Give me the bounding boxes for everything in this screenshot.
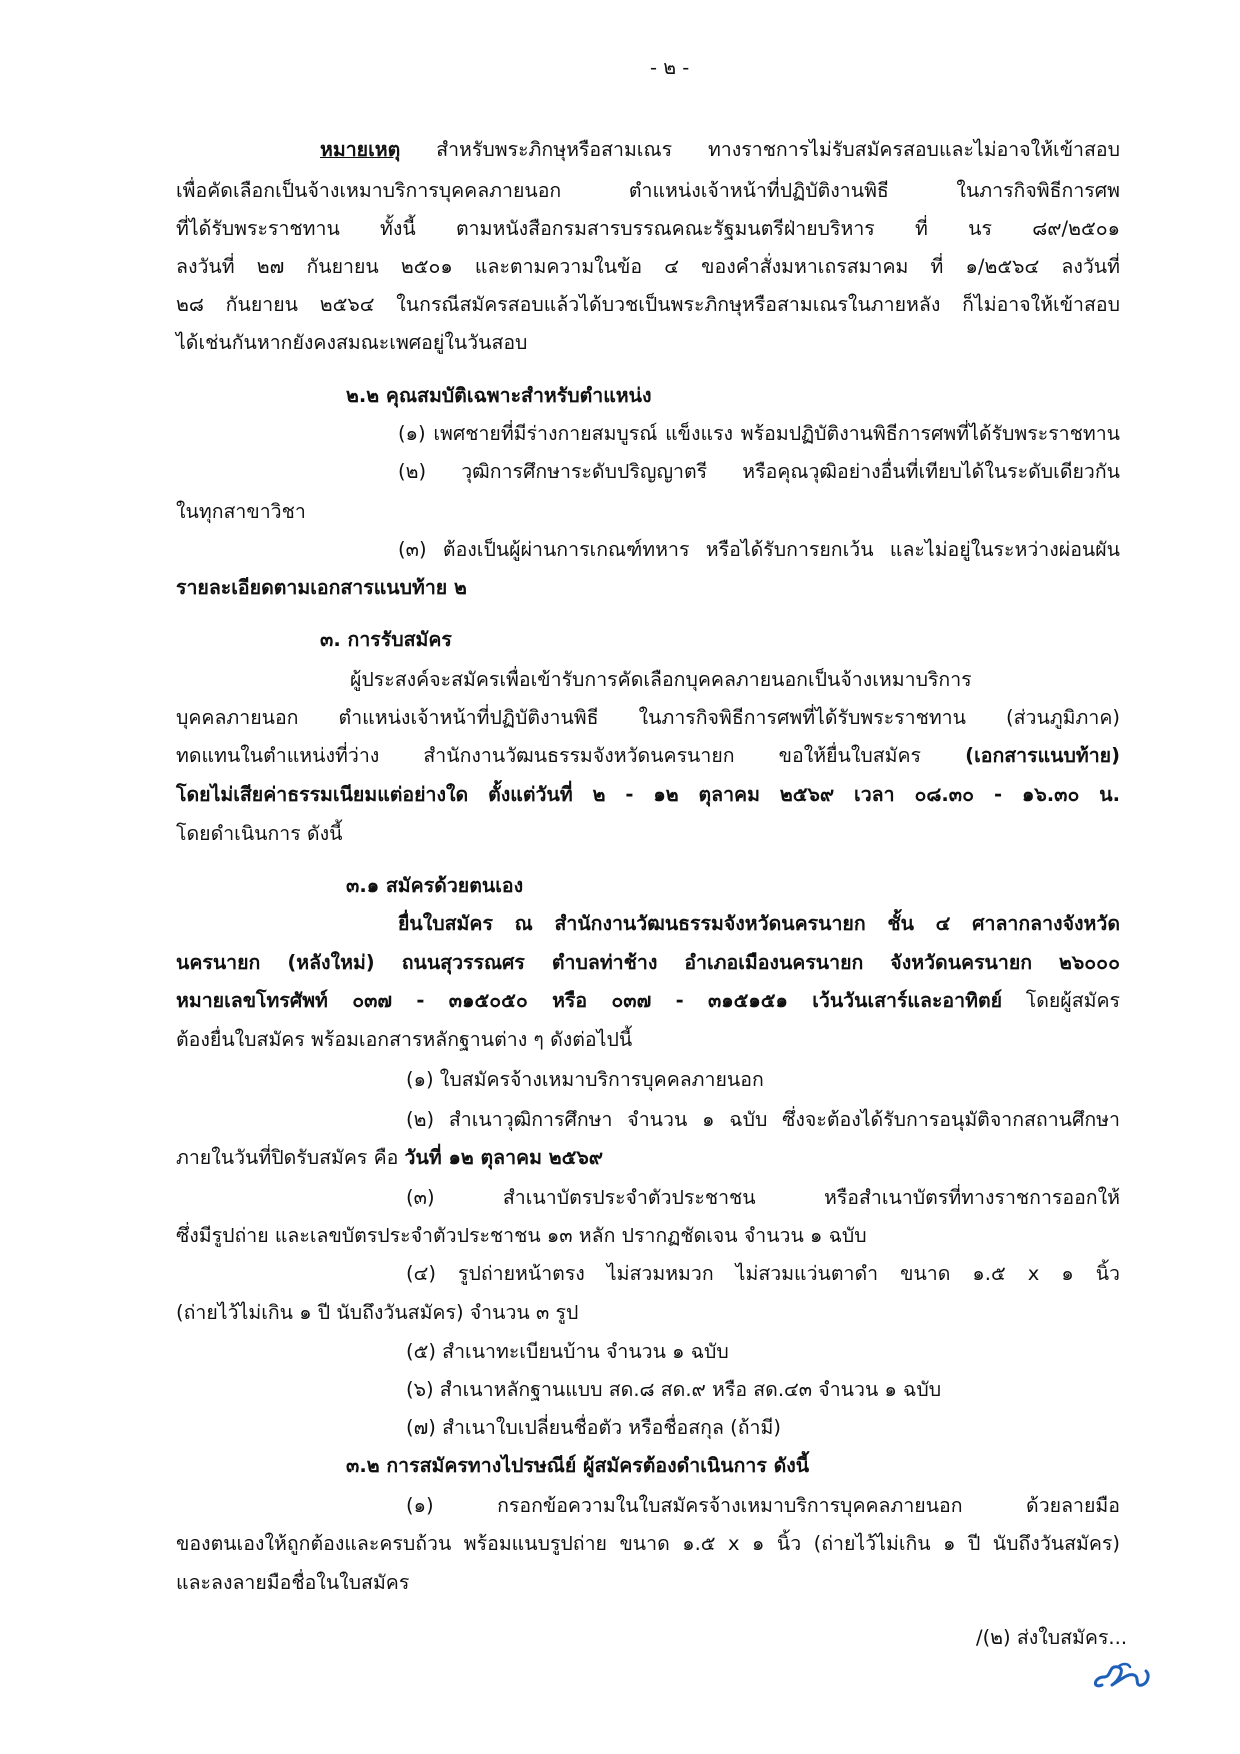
doc-item-2-cont-bold: วันที่ ๑๒ ตุลาคม ๒๕๖๙: [404, 1146, 604, 1169]
s3-line-3: [176, 746, 1120, 766]
s3-line-3-bold: (เอกสารแนบท้าย): [965, 744, 1120, 767]
note-line-2: เพื่อคัดเลือกเป็นจ้างเหมาบริการบุคคลภายนอก ตำแหน่งเจ้าหน้าที่ปฏิบัติงานพิธี ในภารกิจพิธีการศพ: [176, 179, 1120, 202]
s31-line-1: ยื่นใบสมัคร ณ สำนักงานวัฒนธรรมจังหวัดนครนายก ชั้น ๔ ศาลากลางจังหวัด: [398, 912, 1120, 935]
doc-item-6: (๖) สำเนาหลักฐานแบบ สด.๘ สด.๙ หรือ สด.๔๓ จำนวน ๑ ฉบับ: [406, 1378, 942, 1401]
section-2-2-heading: ๒.๒ คุณสมบัติเฉพาะสำหรับตำแหน่ง: [346, 384, 652, 407]
s32-line-3: และลงลายมือชื่อในใบสมัคร: [176, 1571, 410, 1594]
doc-item-2-cont-text: ภายในวันที่ปิดรับสมัคร คือ: [176, 1146, 405, 1169]
s31-line-3-text: โดยผู้สมัคร: [1002, 989, 1121, 1012]
s31-phone-bold: หมายเลขโทรศัพท์ ๐๓๗ - ๓๑๕๐๕๐ หรือ ๐๓๗ - ๓๑๕๑๕๑ เว้นวันเสาร์และอาทิตย์: [176, 989, 1003, 1012]
note-line-1-text: สำหรับพระภิกษุหรือสามเณร ทางราชการไม่รับสมัครสอบและไม่อาจให้เข้าสอบ: [400, 138, 1120, 161]
note-line-4: ลงวันที่ ๒๗ กันยายน ๒๕๐๑ และตามความในข้อ ๔ ของคำสั่งมหาเถรสมาคม ที่ ๑/๒๕๖๔ ลงวันที่: [176, 255, 1120, 278]
s22-item-2: (๒) วุฒิการศึกษาระดับปริญญาตรี หรือคุณวุฒิอย่างอื่นที่เทียบได้ในระดับเดียวกัน: [398, 460, 1120, 483]
doc-item-4: (๔) รูปถ่ายหน้าตรง ไม่สวมหมวก ไม่สวมแว่นตาดำ ขนาด ๑.๕ x ๑ นิ้ว: [406, 1262, 1120, 1285]
section-3-1-heading: ๓.๑ สมัครด้วยตนเอง: [346, 874, 524, 897]
doc-item-3-cont: ซึ่งมีรูปถ่าย และเลขบัตรประจำตัวประชาชน ๑๓ หลัก ปรากฏชัดเจน จำนวน ๑ ฉบับ: [176, 1224, 867, 1247]
s31-line-2: นครนายก (หลังใหม่) ถนนสุวรรณศร ตำบลท่าช้าง อำเภอเมืองนครนายก จังหวัดนครนายก ๒๖๐๐๐: [176, 951, 1120, 974]
doc-item-7: (๗) สำเนาใบเปลี่ยนชื่อตัว หรือชื่อสกุล (ถ้ามี): [406, 1416, 781, 1439]
doc-item-5: (๕) สำเนาทะเบียนบ้าน จำนวน ๑ ฉบับ: [406, 1340, 729, 1363]
note-line-3: ที่ได้รับพระราชทาน ทั้งนี้ ตามหนังสือกรมสารบรรณคณะรัฐมนตรีฝ่ายบริหาร ที่ นร ๘๙/๒๕๐๑: [176, 217, 1120, 240]
s32-line-2: ของตนเองให้ถูกต้องและครบถ้วน พร้อมแนบรูปถ่าย ขนาด ๑.๕ x ๑ นิ้ว (ถ่ายไว้ไม่เกิน ๑ ปี นับถึงวันสมัคร): [176, 1532, 1120, 1555]
note-line-6: ได้เช่นกันหากยังคงสมณะเพศอยู่ในวันสอบ: [176, 331, 528, 354]
page-number: - ๒ -: [650, 56, 690, 79]
s22-item-3: (๓) ต้องเป็นผู้ผ่านการเกณฑ์ทหาร หรือได้รับการยกเว้น และไม่อยู่ในระหว่างผ่อนผัน: [398, 538, 1120, 561]
s3-line-5: โดยดำเนินการ ดังนี้: [176, 822, 343, 845]
s22-item-1: (๑) เพศชายที่มีร่างกายสมบูรณ์ แข็งแรง พร้อมปฏิบัติงานพิธีการศพที่ได้รับพระราชทาน: [398, 422, 1120, 445]
s22-item-3-cont: รายละเอียดตามเอกสารแนบท้าย ๒: [176, 576, 467, 599]
section-3-heading: ๓. การรับสมัคร: [320, 628, 452, 651]
s3-line-2: บุคคลภายนอก ตำแหน่งเจ้าหน้าที่ปฏิบัติงานพิธี ในภารกิจพิธีการศพที่ได้รับพระราชทาน (ส่วนภูมิภาค): [176, 706, 1120, 729]
s31-line-4: ต้องยื่นใบสมัคร พร้อมเอกสารหลักฐานต่าง ๆ ดังต่อไปนี้: [176, 1028, 633, 1051]
doc-item-1: (๑) ใบสมัครจ้างเหมาบริการบุคคลภายนอก: [406, 1068, 764, 1091]
s3-line-4: โดยไม่เสียค่าธรรมเนียมแต่อย่างใด ตั้งแต่วันที่ ๒ - ๑๒ ตุลาคม ๒๕๖๙ เวลา ๐๘.๓๐ - ๑๖.๓๐ น.: [176, 783, 1120, 806]
note-label: หมายเหตุ: [320, 138, 401, 161]
s22-item-2-cont: ในทุกสาขาวิชา: [176, 500, 306, 523]
s31-line-3: [176, 991, 1120, 1011]
note-line-5: ๒๘ กันยายน ๒๕๖๔ ในกรณีสมัครสอบแล้วได้บวชเป็นพระภิกษุหรือสามเณรในภายหลัง ก็ไม่อาจให้เข้าสอบ: [176, 293, 1120, 316]
s32-line-1: (๑) กรอกข้อความในใบสมัครจ้างเหมาบริการบุคคลภายนอก ด้วยลายมือ: [406, 1494, 1120, 1517]
doc-item-2: (๒) สำเนาวุฒิการศึกษา จำนวน ๑ ฉบับ ซึ่งจะต้องได้รับการอนุมัติจากสถานศึกษา: [406, 1108, 1120, 1131]
doc-item-4-cont: (ถ่ายไว้ไม่เกิน ๑ ปี นับถึงวันสมัคร) จำนวน ๓ รูป: [176, 1301, 579, 1324]
section-3-2-heading: ๓.๒ การสมัครทางไปรษณีย์ ผู้สมัครต้องดำเนินการ ดังนี้: [346, 1454, 810, 1477]
doc-item-2-cont: [176, 1148, 603, 1168]
continuation-note: /(๒) ส่งใบสมัคร...: [976, 1626, 1128, 1649]
s3-line-1: ผู้ประสงค์จะสมัครเพื่อเข้ารับการคัดเลือกบุคคลภายนอกเป็นจ้างเหมาบริการ: [350, 668, 972, 691]
signature-mark: [1088, 1655, 1158, 1695]
doc-item-3: (๓) สำเนาบัตรประจำตัวประชาชน หรือสำเนาบัตรที่ทางราชการออกให้: [406, 1186, 1120, 1209]
note-line-1: [320, 140, 1120, 160]
s3-line-3-text: ทดแทนในตำแหน่งที่ว่าง สำนักงานวัฒนธรรมจังหวัดนครนายก ขอให้ยื่นใบสมัคร: [176, 744, 966, 767]
